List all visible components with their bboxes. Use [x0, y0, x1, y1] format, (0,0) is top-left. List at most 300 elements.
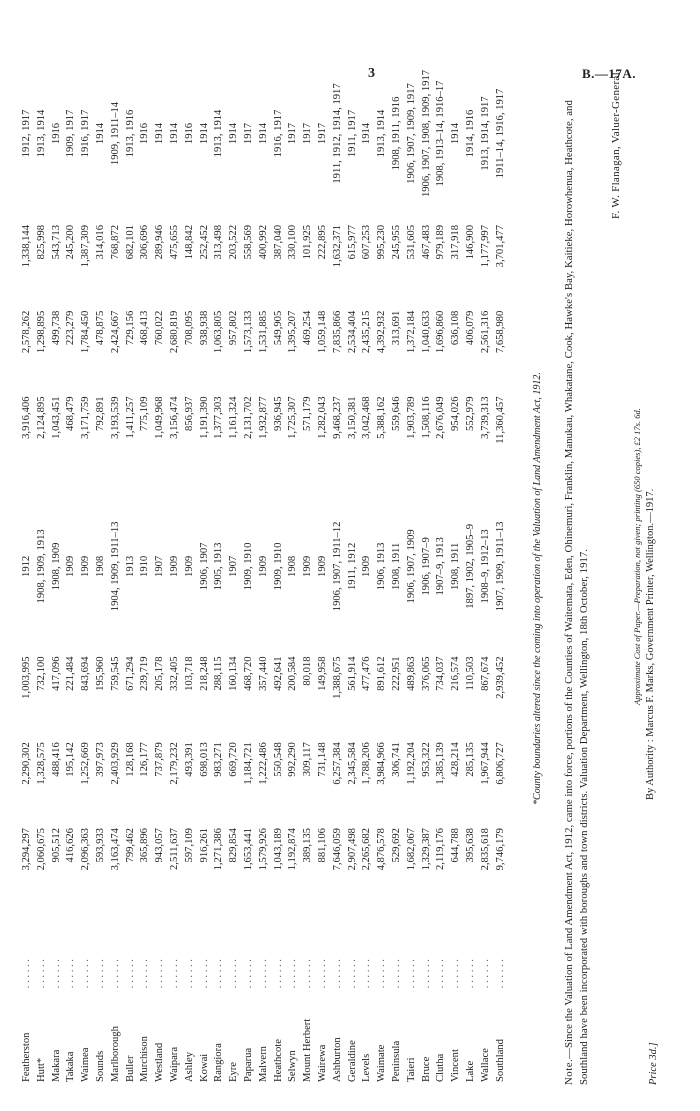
years-cell: 1908, 1909 [50, 542, 62, 591]
table-row [360, 45, 375, 1085]
value-cell: 1,222,486 [257, 742, 269, 785]
table-row [301, 45, 316, 1085]
district-name-cell: Sounds [94, 1050, 106, 1082]
years-cell: 1911, 1912 [346, 542, 358, 591]
value-cell: 489,863 [405, 656, 417, 691]
district-name-cell: Eyre [228, 1062, 240, 1082]
table-row [227, 45, 242, 1085]
value-cell: 938,938 [198, 310, 210, 346]
years-cell: 1906, 1907, 1909 [405, 529, 417, 604]
value-cell: 1,271,386 [213, 828, 225, 871]
value-cell: 218,248 [198, 656, 210, 691]
value-cell: 2,060,675 [35, 828, 47, 871]
years-cell: 1909 [183, 555, 195, 577]
years-cell: 1909, 1917 [65, 109, 77, 158]
value-cell: 195,142 [65, 742, 77, 777]
value-cell: 357,440 [257, 656, 269, 691]
value-cell: 5,388,162 [376, 396, 388, 439]
value-cell: 698,013 [198, 742, 210, 777]
years-cell: 1908–9, 1912–13 [479, 529, 491, 604]
value-cell: 799,462 [124, 828, 136, 863]
value-cell: 488,416 [50, 742, 62, 777]
years-cell: 1909 [168, 555, 180, 577]
years-cell: 1917 [302, 122, 314, 145]
district-name-cell: Ashley [183, 1051, 195, 1082]
value-cell: 2,119,176 [435, 828, 447, 870]
table-row [390, 45, 405, 1085]
value-cell: 979,189 [435, 224, 447, 260]
valuation-table-body [20, 45, 508, 1085]
value-cell: 531,605 [405, 224, 417, 260]
value-cell: 737,879 [154, 742, 166, 777]
district-name-cell: Taieri [405, 1057, 417, 1082]
value-cell: 529,692 [390, 828, 402, 863]
value-cell: 1,043,189 [272, 828, 284, 871]
dot-leader: . . . . . . [316, 959, 328, 989]
table-row [405, 45, 420, 1085]
value-cell: 2,534,404 [346, 310, 358, 354]
value-cell: 856,937 [183, 396, 195, 431]
years-cell: 1916 [183, 122, 195, 145]
value-cell: 550,548 [272, 742, 284, 777]
value-cell: 1,282,043 [316, 396, 328, 439]
value-cell: 239,719 [139, 656, 151, 691]
value-cell: 317,918 [450, 224, 462, 260]
district-name-cell: Waimea [80, 1047, 92, 1082]
dot-leader: . . . . . . [168, 959, 180, 989]
value-cell: 1,632,371 [331, 224, 343, 268]
value-cell: 3,701,477 [494, 224, 506, 268]
district-name-cell: Bruce [420, 1056, 432, 1082]
dot-leader: . . . . . . [331, 959, 343, 989]
value-cell: 558,569 [242, 224, 254, 260]
table-row [138, 45, 153, 1085]
district-name-cell: Marlborough [109, 1026, 121, 1082]
years-cell: 1908, 1911 [390, 542, 402, 591]
value-cell: 6,806,727 [494, 742, 506, 785]
dot-leader: . . . . . . [479, 959, 491, 989]
dot-leader: . . . . . . [302, 959, 314, 989]
dot-leader: . . . . . . [361, 959, 373, 989]
value-cell: 3,150,381 [346, 396, 358, 439]
value-cell: 561,914 [346, 656, 358, 691]
district-name-cell: Makara [50, 1049, 62, 1082]
value-cell: 1,043,451 [50, 396, 62, 439]
value-cell: 3,171,759 [80, 396, 92, 439]
years-cell: 1911, 1912, 1914, 1917 [331, 83, 343, 184]
table-row [449, 45, 464, 1085]
value-cell: 2,265,682 [361, 828, 373, 871]
table-row [420, 45, 435, 1085]
value-cell: 2,561,316 [479, 310, 491, 354]
district-name-cell: Murchison [139, 1036, 151, 1082]
value-cell: 6,257,384 [331, 742, 343, 785]
value-cell: 943,057 [154, 828, 166, 863]
value-cell: 376,065 [420, 656, 432, 691]
value-cell: 313,498 [213, 224, 225, 260]
dot-leader: . . . . . . [405, 959, 417, 989]
value-cell: 148,842 [183, 224, 195, 260]
years-cell: 1906, 1907, 1909, 1917 [405, 83, 417, 184]
value-cell: 953,322 [420, 742, 432, 777]
value-cell: 1,411,257 [124, 396, 136, 439]
dot-leader: . . . . . . [65, 959, 77, 989]
value-cell: 499,738 [50, 310, 62, 346]
years-cell: 1912, 1917 [21, 109, 32, 158]
district-name-cell: Southland [494, 1039, 506, 1082]
table-row [153, 45, 168, 1085]
dot-leader: . . . . . . [450, 959, 462, 989]
district-name-cell: Takaka [65, 1051, 77, 1082]
value-cell: 469,254 [302, 310, 314, 346]
value-cell: 671,294 [124, 656, 136, 691]
years-cell: 1906, 1907, 1908, 1909, 1917 [420, 69, 432, 198]
value-cell: 732,100 [35, 656, 47, 691]
table-row [183, 45, 198, 1085]
value-cell: 110,503 [464, 656, 476, 691]
note-paragraph [562, 65, 592, 1085]
value-cell: 395,638 [464, 828, 476, 863]
years-cell: 1913, 1914 [213, 109, 225, 158]
value-cell: 3,042,468 [361, 396, 373, 439]
district-name-cell: Heathcote [272, 1039, 284, 1082]
district-name-cell: Vincent [450, 1049, 462, 1082]
value-cell: 492,641 [272, 656, 284, 691]
table-row [346, 45, 361, 1085]
value-cell: 306,696 [139, 224, 151, 260]
value-cell: 2,676,049 [435, 396, 447, 439]
value-cell: 1,184,721 [242, 742, 254, 785]
value-cell: 477,476 [361, 656, 373, 691]
table-row [434, 45, 449, 1085]
dot-leader: . . . . . . [213, 959, 225, 989]
district-name-cell: Rangiora [213, 1043, 225, 1082]
dot-leader: . . . . . . [257, 959, 269, 989]
district-name-cell: Levels [361, 1053, 373, 1082]
years-cell: 1914 [168, 122, 180, 145]
value-cell: 1,059,148 [316, 310, 328, 354]
years-cell: 1909 [302, 555, 314, 577]
years-cell: 1914 [361, 122, 373, 145]
dot-leader: . . . . . . [198, 959, 210, 989]
value-cell: 416,626 [65, 828, 77, 863]
district-name-cell: Lake [464, 1060, 476, 1082]
note-text: —Since the Valuation of Land Amendment Act, 1912, came into force, portions of the Counties of Waitemata, Eden, Ohinemuri, Franklin, Manukau, Whakatane, Cook, Hawke's Bay, Kaitieke, Horowhenua, Heathcote, and Southland have been incorporated with boroughs and town districts. [563, 100, 590, 1085]
value-cell: 1,932,877 [257, 396, 269, 439]
value-cell: 1,784,450 [80, 310, 92, 354]
valuation-department-line: Valuation Department, Wellington, 18th October, 1917. [578, 549, 590, 789]
value-cell: 313,691 [390, 310, 402, 346]
table-row [375, 45, 390, 1085]
dot-leader: . . . . . . [139, 959, 151, 989]
district-name-cell: Kowai [198, 1053, 210, 1082]
value-cell: 332,405 [168, 656, 180, 691]
value-cell: 1,388,675 [331, 656, 343, 699]
value-cell: 2,131,702 [242, 396, 254, 439]
years-cell: 1907 [154, 555, 166, 577]
value-cell: 1,040,633 [420, 310, 432, 354]
value-cell: 101,925 [302, 224, 314, 260]
years-cell: 1906, 1907 [198, 542, 210, 591]
value-cell: 1,252,669 [80, 742, 92, 785]
dot-leader: . . . . . . [272, 959, 284, 989]
years-cell: 1908, 1909, 1913 [35, 529, 47, 604]
value-cell: 387,040 [272, 224, 284, 260]
note-label: Note. [563, 1058, 575, 1085]
dot-leader: . . . . . . [346, 959, 358, 989]
years-cell: 1911–14, 1916, 1917 [494, 88, 506, 179]
dot-leader: . . . . . . [124, 959, 136, 989]
years-cell: 1908 [94, 555, 106, 577]
value-cell: 1,192,204 [405, 742, 417, 785]
value-cell: 2,124,895 [35, 396, 47, 439]
value-cell: 365,896 [139, 828, 151, 863]
value-cell: 1,328,575 [35, 742, 47, 785]
value-cell: 843,694 [80, 656, 92, 691]
value-cell: 1,508,116 [420, 396, 432, 439]
value-cell: 2,096,363 [80, 828, 92, 871]
value-cell: 417,096 [50, 656, 62, 691]
years-cell: 1909 [65, 555, 77, 577]
value-cell: 222,951 [390, 656, 402, 691]
value-cell: 1,192,874 [287, 828, 299, 871]
value-cell: 881,106 [316, 828, 328, 863]
years-cell: 1909 [80, 555, 92, 577]
table-row [316, 45, 331, 1085]
value-cell: 1,063,805 [213, 310, 225, 354]
value-cell: 467,483 [420, 224, 432, 260]
value-cell: 734,037 [435, 656, 447, 691]
value-cell: 597,109 [183, 828, 195, 863]
value-cell: 9,468,237 [331, 396, 343, 439]
dot-leader: . . . . . . [464, 959, 476, 989]
value-cell: 2,578,262 [21, 310, 32, 354]
value-cell: 3,984,966 [376, 742, 388, 785]
price-label: Price 3d.] [648, 1042, 659, 1085]
value-cell: 80,018 [302, 656, 314, 686]
value-cell: 1,338,144 [21, 224, 32, 268]
years-cell: 1908, 1911, 1916 [390, 96, 402, 171]
value-cell: 571,179 [302, 396, 314, 431]
years-cell: 1916, 1917 [272, 109, 284, 158]
value-cell: 1,788,206 [361, 742, 373, 785]
dot-leader: . . . . . . [21, 959, 32, 989]
value-cell: 2,939,452 [494, 656, 506, 699]
district-name-cell: Featherston [21, 1032, 32, 1082]
table-row [198, 45, 213, 1085]
value-cell: 1,967,944 [479, 742, 491, 785]
valuation-table [20, 45, 508, 1085]
value-cell: 1,177,997 [479, 224, 491, 268]
years-cell: 1914 [450, 122, 462, 145]
dot-leader: . . . . . . [435, 959, 447, 989]
dot-leader: . . . . . . [50, 959, 62, 989]
district-name-cell: Westland [154, 1042, 166, 1082]
years-cell: 1913, 1914, 1917 [479, 96, 491, 171]
table-row [257, 45, 272, 1085]
value-cell: 2,835,618 [479, 828, 491, 871]
value-cell: 1,049,968 [154, 396, 166, 439]
years-cell: 1904, 1909, 1911–13 [109, 521, 121, 612]
years-cell: 1910 [139, 555, 151, 577]
value-cell: 406,079 [464, 310, 476, 346]
value-cell: 760,022 [154, 310, 166, 346]
value-cell: 128,168 [124, 742, 136, 777]
value-cell: 957,802 [228, 310, 240, 346]
printer-authority-line: By Authority : Marcus F. Marks, Government Printer, Wellington.—1917. [645, 488, 656, 800]
value-cell: 478,875 [94, 310, 106, 346]
value-cell: 1,653,441 [242, 828, 254, 871]
value-cell: 3,156,474 [168, 396, 180, 439]
value-cell: 288,115 [213, 656, 225, 691]
years-cell: 1905, 1913 [213, 542, 225, 591]
value-cell: 905,512 [50, 828, 62, 863]
value-cell: 2,435,215 [361, 310, 373, 354]
years-cell: 1914 [257, 122, 269, 145]
years-cell: 1906, 1913 [376, 542, 388, 591]
value-cell: 2,345,584 [346, 742, 358, 785]
value-cell: 1,003,995 [21, 656, 32, 699]
district-name-cell: Ashburton [331, 1037, 343, 1082]
years-cell: 1913 [124, 555, 136, 577]
value-cell: 11,360,457 [494, 396, 506, 444]
table-row [331, 45, 346, 1085]
years-cell: 1917 [242, 122, 254, 145]
years-cell: 1916 [50, 122, 62, 145]
value-cell: 1,579,926 [257, 828, 269, 871]
dot-leader: . . . . . . [94, 959, 106, 989]
years-cell: 1907, 1909, 1911–13 [494, 521, 506, 612]
value-cell: 397,973 [94, 742, 106, 777]
years-cell: 1917 [287, 122, 299, 145]
valuer-general-signoff: F. W. Flanagan, Valuer-General. [610, 69, 622, 220]
table-row [35, 45, 50, 1085]
value-cell: 552,979 [464, 396, 476, 431]
years-cell: 1897, 1902, 1905–9 [464, 524, 476, 609]
dot-leader: . . . . . . [242, 959, 254, 989]
value-cell: 289,946 [154, 224, 166, 260]
value-cell: 146,900 [464, 224, 476, 260]
district-name-cell: Buller [124, 1055, 136, 1082]
value-cell: 205,178 [154, 656, 166, 691]
years-cell: 1909, 1910 [272, 542, 284, 591]
value-cell: 4,392,932 [376, 310, 388, 354]
value-cell: 759,545 [109, 656, 121, 691]
value-cell: 2,511,637 [168, 828, 180, 870]
value-cell: 216,574 [450, 656, 462, 691]
years-cell: 1907–9, 1913 [435, 537, 447, 596]
value-cell: 1,387,309 [80, 224, 92, 268]
value-cell: 1,725,307 [287, 396, 299, 439]
value-cell: 1,298,895 [35, 310, 47, 354]
value-cell: 1,191,390 [198, 396, 210, 439]
value-cell: 4,876,578 [376, 828, 388, 871]
table-row [20, 45, 35, 1085]
years-cell: 1916, 1917 [80, 109, 92, 158]
value-cell: 1,329,387 [420, 828, 432, 871]
value-cell: 1,573,133 [242, 310, 254, 354]
years-cell: 1916 [139, 122, 151, 145]
value-cell: 2,424,667 [109, 310, 121, 354]
cost-of-paper-line: Approximate Cost of Paper.—Preparation, not given; printing (650 copies), £2 17s. 6d. [632, 408, 642, 705]
value-cell: 428,214 [450, 742, 462, 777]
dot-leader: . . . . . . [228, 959, 240, 989]
district-name-cell: Mount Herbert [302, 1018, 314, 1082]
district-name-cell: Geraldine [346, 1040, 358, 1082]
district-name-cell: Wairewa [316, 1044, 328, 1082]
value-cell: 682,101 [124, 224, 136, 260]
years-cell: 1914 [94, 122, 106, 145]
value-cell: 2,290,302 [21, 742, 32, 785]
value-cell: 992,290 [287, 742, 299, 777]
value-cell: 221,484 [65, 656, 77, 691]
value-cell: 1,377,303 [213, 396, 225, 439]
district-name-cell: Waipara [168, 1046, 180, 1082]
value-cell: 829,854 [228, 828, 240, 863]
value-cell: 607,253 [361, 224, 373, 260]
years-cell: 1913, 1916 [124, 109, 136, 158]
value-cell: 3,193,539 [109, 396, 121, 439]
value-cell: 593,933 [94, 828, 106, 863]
value-cell: 330,100 [287, 224, 299, 260]
dot-leader: . . . . . . [287, 959, 299, 989]
district-name-cell: Selwyn [287, 1050, 299, 1082]
table-row [50, 45, 65, 1085]
years-cell: 1911, 1917 [346, 109, 358, 158]
value-cell: 891,612 [376, 656, 388, 691]
value-cell: 245,955 [390, 224, 402, 260]
years-cell: 1909 [316, 555, 328, 577]
document-reference: B.—17A. [582, 66, 637, 81]
value-cell: 559,646 [390, 396, 402, 431]
value-cell: 7,646,059 [331, 828, 343, 871]
value-cell: 708,095 [183, 310, 195, 346]
years-cell: 1908, 1911 [450, 542, 462, 591]
value-cell: 916,261 [198, 828, 210, 863]
value-cell: 768,872 [109, 224, 121, 260]
years-cell: 1908 [287, 555, 299, 577]
district-name-cell: Peninsula [390, 1040, 402, 1082]
value-cell: 543,713 [50, 224, 62, 260]
value-cell: 160,134 [228, 656, 240, 691]
years-cell: 1912 [21, 555, 32, 577]
value-cell: 400,992 [257, 224, 269, 260]
table-row [64, 45, 79, 1085]
district-name-cell: Paparua [242, 1047, 254, 1082]
dot-leader: . . . . . . [183, 959, 195, 989]
footnote: *County boundaries altered since the coming into operation of the Valuation of Land Amendment Act, 1912. [532, 372, 543, 805]
years-cell: 1914, 1916 [464, 109, 476, 158]
years-cell: 1914 [228, 122, 240, 145]
rotated-page-content [20, 45, 660, 1085]
value-cell: 983,271 [213, 742, 225, 777]
value-cell: 936,945 [272, 396, 284, 431]
value-cell: 1,696,860 [435, 310, 447, 354]
dot-leader: . . . . . . [154, 959, 166, 989]
value-cell: 285,135 [464, 742, 476, 777]
table-row [479, 45, 494, 1085]
dot-leader: . . . . . . [109, 959, 121, 989]
value-cell: 468,720 [242, 656, 254, 691]
dot-leader: . . . . . . [80, 959, 92, 989]
table-row [94, 45, 109, 1085]
table-row [286, 45, 301, 1085]
dot-leader: . . . . . . [35, 959, 47, 989]
years-cell: 1906, 1907–9 [420, 537, 432, 596]
value-cell: 7,658,980 [494, 310, 506, 354]
district-name-cell: Clutha [435, 1053, 447, 1082]
value-cell: 1,372,184 [405, 310, 417, 354]
